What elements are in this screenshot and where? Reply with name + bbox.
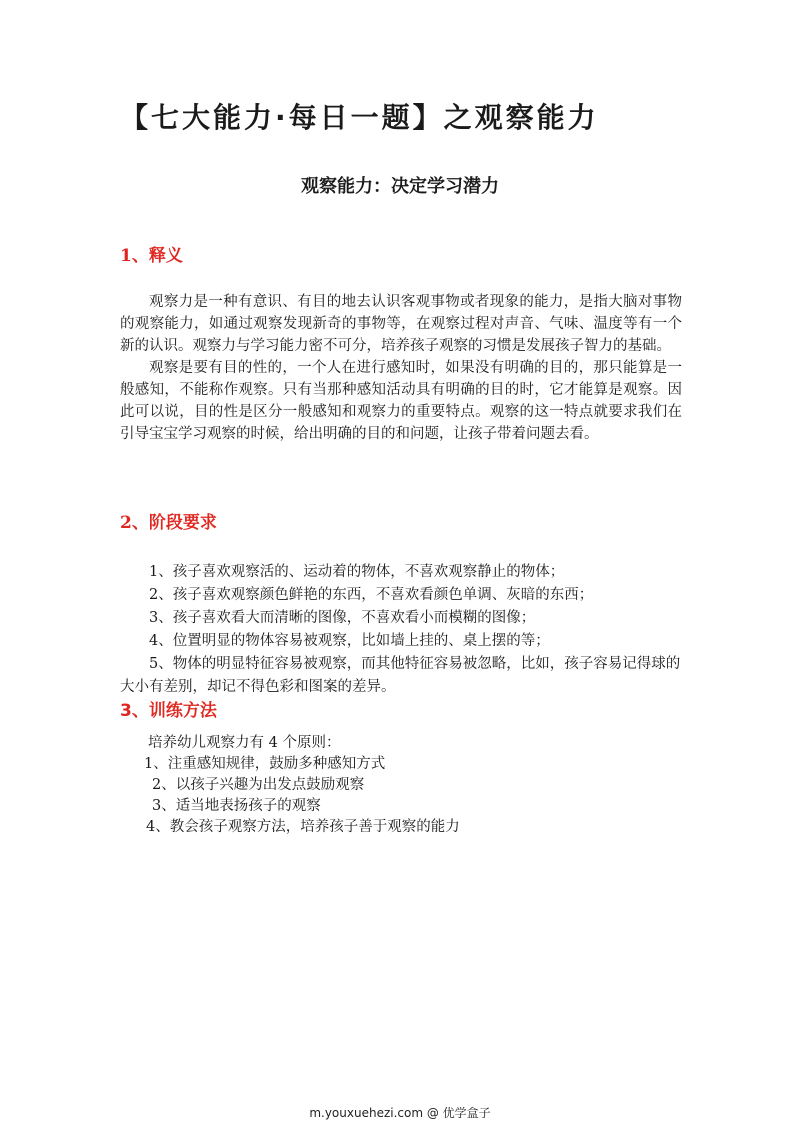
section-heading-stage: 2、阶段要求 (120, 513, 217, 533)
training-intro: 培养幼儿观察力有 4 个原则： (148, 735, 341, 751)
list-item: 1、注重感知规律，鼓励多种感知方式 (144, 756, 386, 772)
section-heading-definition: 1、释义 (120, 246, 183, 266)
list-item: 4、位置明显的物体容易被观察，比如墙上挂的、桌上摆的等； (149, 633, 550, 649)
definition-body (120, 291, 682, 445)
stage-requirements-list (120, 561, 682, 699)
definition-paragraph: 观察是要有目的性的，一个人在进行感知时，如果没有明确的目的，那只能算是一般感知，不能称作观察。只有当那种感知活动具有明确的目的时，它才能算是观察。因此可以说，目的性是区分一般感知和观察力的重要特点。观察的这一特点就要求我们在引导宝宝学习观察的时候，给出明确的目的和问题，让孩子带着问题去看。 (120, 360, 682, 442)
list-item: 3、适当地表扬孩子的观察 (152, 798, 321, 814)
footer-watermark: m.youxuehezi.com @ 优学盒子 (309, 1106, 491, 1120)
page-title: 【七大能力·每日一题】之观察能力 (120, 101, 599, 134)
list-item: 5、物体的明显特征容易被观察，而其他特征容易被忽略，比如，孩子容易记得球的大小有差别，却记不得色彩和图案的差异。 (120, 656, 681, 695)
list-item: 3、孩子喜欢看大而清晰的图像，不喜欢看小而模糊的图像； (149, 610, 536, 626)
section-heading-training: 3、训练方法 (120, 701, 217, 721)
list-item: 2、以孩子兴趣为出发点鼓励观察 (152, 777, 365, 793)
definition-paragraph: 观察力是一种有意识、有目的地去认识客观事物或者现象的能力，是指大脑对事物的观察能力，如通过观察发现新奇的事物等，在观察过程对声音、气味、温度等有一个新的认识。观察力与学习能力密不可分，培养孩子观察的习惯是发展孩子智力的基础。 (120, 294, 682, 354)
list-item: 4、教会孩子观察方法，培养孩子善于观察的能力 (146, 819, 460, 835)
list-item: 2、孩子喜欢观察颜色鲜艳的东西，不喜欢看颜色单调、灰暗的东西； (149, 587, 594, 603)
training-methods-list (120, 733, 682, 838)
list-item: 1、孩子喜欢观察活的、运动着的物体，不喜欢观察静止的物体； (149, 564, 565, 580)
page-subtitle: 观察能力：决定学习潜力 (301, 176, 499, 197)
